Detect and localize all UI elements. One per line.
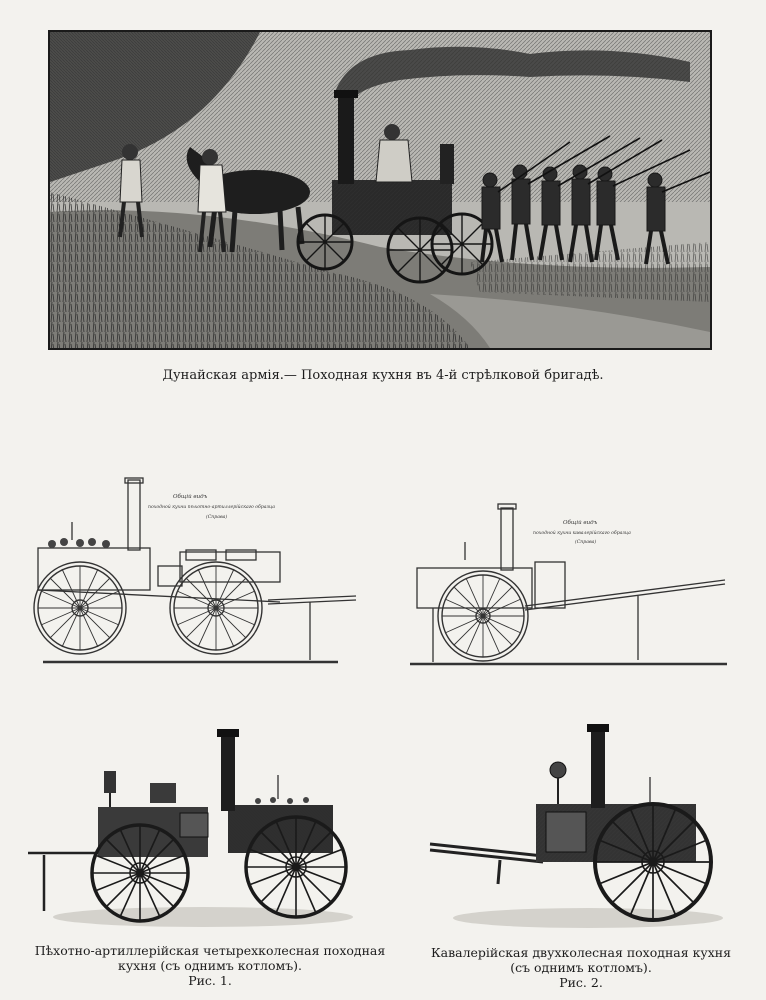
fig2-caption xyxy=(396,945,766,990)
fig2-engraving xyxy=(428,722,728,932)
fig1-engraving xyxy=(28,725,358,930)
engraving-scene xyxy=(50,32,710,348)
fig2-illustration xyxy=(428,722,728,932)
handwritten-note-description: походной кухни кавалерійскаго образца xyxy=(533,531,631,536)
line-drawing-right xyxy=(405,498,735,673)
handwritten-note-side: (Справа) xyxy=(575,540,597,545)
fig2-caption-line1: Кавалерійская двухколесная походная кухня xyxy=(430,945,732,960)
handwritten-note-title: Общій видъ xyxy=(563,520,598,526)
field-kitchen-engraving xyxy=(48,30,712,350)
fig2-caption-line2: (съ однимъ котломъ). xyxy=(510,960,652,975)
engraving-caption: Дунайская армія.— Походная кухня въ 4-й стрѣлковой бригадѣ. xyxy=(162,368,604,383)
drawing-two-wheel-side-view xyxy=(405,498,735,673)
fig1-caption-line1: Пѣхотно-артиллерійская четырехколесная походная xyxy=(34,943,386,958)
drawing-four-wheel-side-view xyxy=(28,470,368,670)
line-drawing-left xyxy=(28,470,368,670)
fig1-label: Рис. 1. xyxy=(188,973,232,988)
handwritten-note-title: Общій видъ xyxy=(173,494,208,500)
fig1-caption-line2: кухня (съ однимъ котломъ). xyxy=(118,958,302,973)
fig2-label: Рис. 2. xyxy=(559,975,603,990)
fig1-illustration xyxy=(28,725,358,930)
fig1-caption xyxy=(20,943,400,988)
handwritten-note-description: походной кухни пѣхотно-артиллерійскаго образца xyxy=(148,505,275,510)
handwritten-note-side: (Справа) xyxy=(206,515,228,520)
